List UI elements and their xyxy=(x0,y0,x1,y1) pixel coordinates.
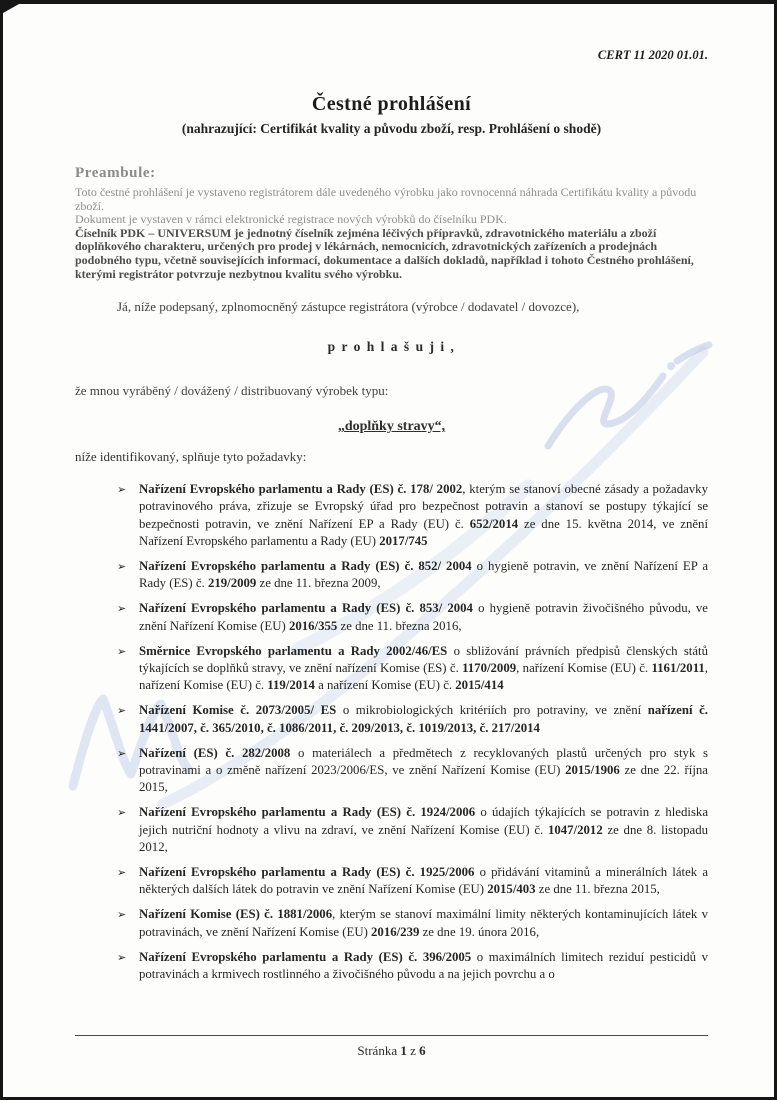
page-title: Čestné prohlášení xyxy=(311,93,472,115)
requirement-item xyxy=(117,864,708,898)
declaration-keyword: p r o h l a š u j i , xyxy=(327,339,456,355)
preamble-paragraph: Toto čestné prohlášení je vystaveno registrátorem dále uvedeného výrobku jako rovnocenná náhrada Certifikátu kvality a původu zboží. xyxy=(75,185,697,213)
requirement-item xyxy=(117,702,708,736)
requirement-item xyxy=(117,643,708,695)
requirement-item xyxy=(117,600,708,634)
requirement-item xyxy=(117,949,708,983)
requirement-item xyxy=(117,906,708,940)
product-intro: že mnou vyráběný / dovážený / distribuovaný výrobek typu: xyxy=(75,383,389,399)
requirement-text: Nařízení Komise č. 2073/2005/ ES o mikrobiologických kritériích pro potraviny, ve znění nařízení č. 1441/2007, č. 365/2010, č. 1086/2011, č. 209/2013, č. 1019/2013, č. 217/2014 xyxy=(139,703,708,735)
bullet-arrow-icon: ➢ xyxy=(117,705,127,718)
requirement-text: Nařízení Evropského parlamentu a Rady (ES) č. 852/ 2004 o hygieně potravin, ve znění Nařízení EP a Rady (ES) č. 219/2009 ze dne 11. března 2009, xyxy=(139,558,708,591)
bullet-arrow-icon: ➢ xyxy=(117,645,127,658)
bullet-arrow-icon: ➢ xyxy=(117,867,127,880)
bullet-arrow-icon: ➢ xyxy=(117,560,127,573)
page-subtitle: (nahrazující: Certifikát kvality a původu zboží, resp. Prohlášení o shodě) xyxy=(181,121,602,136)
page-number: Stránka 1 z 6 xyxy=(357,1043,426,1058)
page-footer xyxy=(75,1035,708,1059)
bullet-arrow-icon: ➢ xyxy=(117,747,127,760)
preamble-paragraph: Číselník PDK – UNIVERSUM je jednotný číselník zejména léčivých přípravků, zdravotnického materiálu a zboží doplňkového charakteru, určených pro prodej v lékárnách, nemocnicích, zdravotnických zařízeních a prodejnách podobného typu, včetně souvisejících informací, dokumentace a dalších dokladů, například i tohoto Čestného prohlášení, kterými registrátor potvrzuje nezbytnou kvalitu svého výrobku. xyxy=(75,225,694,281)
requirement-item xyxy=(117,745,708,797)
requirement-text: Nařízení Evropského parlamentu a Rady (ES) č. 1925/2006 o přidávání vitaminů a minerálních látek a některých dalších látek do potravin ve znění Nařízení Komise (EU) 2015/403 ze dne 11. března 2015, xyxy=(139,865,708,897)
requirement-text: Nařízení Komise (ES) č. 1881/2006, kterým se stanoví maximální limity některých kontaminujících látek v potravinách, ve znění Nařízení Komise (EU) 2016/239 ze dne 19. února 2016, xyxy=(139,907,708,939)
scan-corner-artifact xyxy=(3,4,19,13)
document-body xyxy=(3,48,774,983)
declaration-intro: Já, níže podepsaný, zplnomocněný zástupce registrátora (výrobce / dodavatel / dovozce), xyxy=(117,299,580,315)
requirement-text: Nařízení Evropského parlamentu a Rady (ES) č. 1924/2006 o údajích týkajících se potravin z hlediska jejich nutriční hodnoty a vlivu na zdraví, ve znění Nařízení Komise (EU) č. 1047/2012 ze dne 8. listopadu 2012, xyxy=(139,805,708,854)
document-reference: CERT 11 2020 01.01. xyxy=(597,48,708,62)
requirement-text: Nařízení Evropského parlamentu a Rady (ES) č. 853/ 2004 o hygieně potravin živočišného původu, ve znění Nařízení Komise (EU) 2016/355 ze dne 11. března 2016, xyxy=(139,601,708,633)
bullet-arrow-icon: ➢ xyxy=(117,603,127,616)
requirements-list xyxy=(75,481,708,983)
requirement-item xyxy=(117,481,708,550)
requirement-text: Nařízení Evropského parlamentu a Rady (ES) č. 396/2005 o maximálních limitech reziduí pesticidů v potravinách a krmivech rostlinného a živočišného původu a na jejich povrchu a o xyxy=(139,949,709,982)
requirement-item xyxy=(117,558,708,592)
preamble-heading: Preambule: xyxy=(75,165,156,181)
bullet-arrow-icon: ➢ xyxy=(117,951,127,964)
bullet-arrow-icon: ➢ xyxy=(117,484,127,497)
bullet-arrow-icon: ➢ xyxy=(117,807,127,820)
requirement-text: Nařízení Evropského parlamentu a Rady (ES) č. 178/ 2002, kterým se stanoví obecné zásady a požadavky potravinového práva, zřizuje se Evropský úřad pro bezpečnost potravin a stanoví se postupy týkající se bezpečnosti potravin, ve znění Nařízení EP a Rady (EU) č. 652/2014 ze dne 15. května 2014, ve znění Nařízení Evropského parlamentu a Rady (EU) 2017/745 xyxy=(139,482,708,548)
preamble-paragraph: Dokument je vystaven v rámci elektronické registrace nových výrobků do číselníku PDK. xyxy=(75,212,507,227)
requirement-text: Nařízení (ES) č. 282/2008 o materiálech a předmětech z recyklovaných plastů určených pro styk s potravinami a o změně nařízení 2023/2006/ES, ve znění Nařízení Komise (EU) 2015/1906 ze dne 22. října 2015, xyxy=(139,745,708,795)
product-type: „doplňky stravy“, xyxy=(337,419,446,435)
requirement-text: Směrnice Evropského parlamentu a Rady 2002/46/ES o sbližování právních předpisů členských států týkajících se doplňků stravy, ve znění nařízení Komise (ES) č. 1170/2009, nařízení Komise (EU) č. 1161/2011, nařízení Komise (EU) č. 119/2014 a nařízení Komise (EU) č. 2015/414 xyxy=(139,643,708,693)
bullet-arrow-icon: ➢ xyxy=(117,909,127,922)
requirements-intro: níže identifikovaný, splňuje tyto požadavky: xyxy=(75,449,307,465)
requirement-item xyxy=(117,804,708,856)
